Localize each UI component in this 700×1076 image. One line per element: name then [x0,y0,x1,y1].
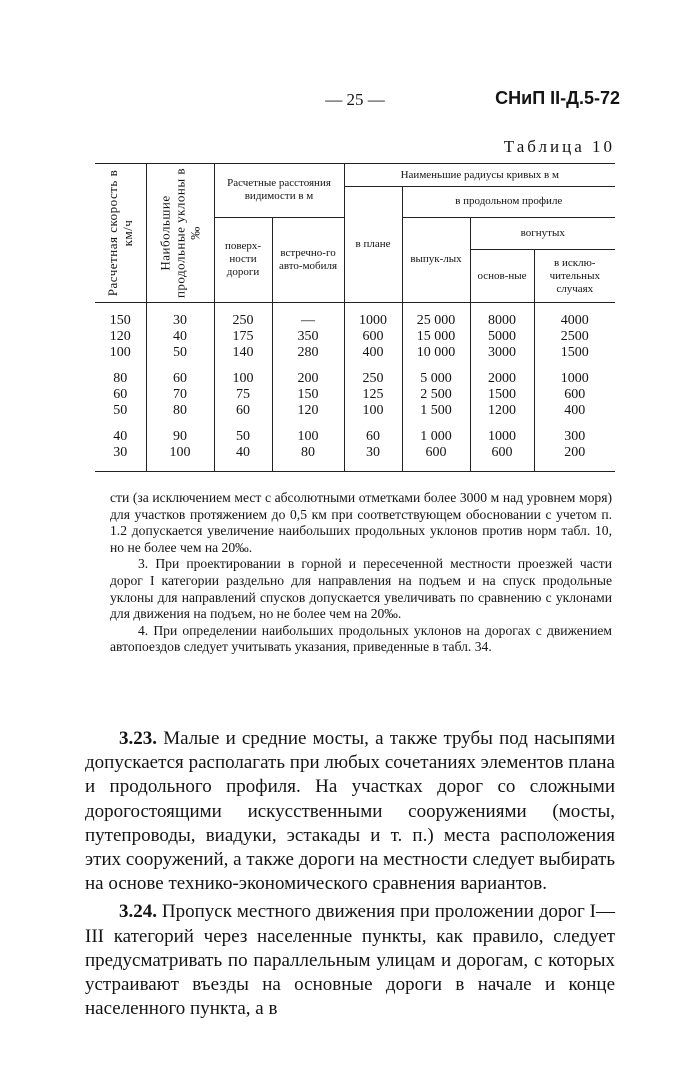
cell: 400 [344,345,402,371]
table-row [95,429,615,445]
table-row [95,445,615,472]
header-speed-label: Расчетная скорость в км/ч [105,169,136,297]
cell: 25 000 [402,303,470,330]
cell: 200 [272,371,344,387]
cell: 60 [95,387,146,403]
cell: 60 [214,403,272,429]
header-speed [95,164,146,303]
cell: 400 [534,403,615,429]
cell: 600 [344,329,402,345]
cell: 300 [534,429,615,445]
cell: 60 [344,429,402,445]
cell: 1 500 [402,403,470,429]
cell: 280 [272,345,344,371]
cell: 2 500 [402,387,470,403]
cell: 150 [95,303,146,330]
cell: 40 [146,329,214,345]
cell: 90 [146,429,214,445]
cell: 600 [534,387,615,403]
main-text [85,727,615,1021]
note-3: 3. При проектировании в горной и пересеченной местности проезжей части дорог I категории раздельно для направления на подъем и на спуск продольные уклоны для направлений спусков допускается увеличивать по сравнению с уклонами для движения на подъем, но не более чем на 20‰. [110,556,612,622]
header-longitudinal: в продольном профиле [402,187,615,218]
cell: 120 [272,403,344,429]
cell: 2000 [470,371,534,387]
cell: 30 [146,303,214,330]
cell: 100 [95,345,146,371]
header-concave: вогнутых [470,217,615,250]
cell: 8000 [470,303,534,330]
header-vis-surface: поверх-ности дороги [214,217,272,303]
table-row [95,403,615,429]
cell: 60 [146,371,214,387]
document-code: СНиП II-Д.5-72 [495,88,620,108]
cell: 100 [146,445,214,472]
header-visibility: Расчетные расстояния видимости в м [214,164,344,218]
note-continuation: сти (за исключением мест с абсолютными отметками более 3000 м над уровнем моря) для участков протяжением до 0,5 км при соответствующем обосновании с учетом п. 1.2 допускается увеличение наибольших продольных уклонов против норм табл. 10, но не более чем на 20‰. [110,490,612,555]
cell: 50 [95,403,146,429]
cell: 70 [146,387,214,403]
cell: 10 000 [402,345,470,371]
cell: — [272,303,344,330]
cell: 1500 [470,387,534,403]
cell: 15 000 [402,329,470,345]
page-number: — 25 — [325,90,385,109]
cell: 50 [214,429,272,445]
header-concave-main: основ-ные [470,250,534,303]
header-grade-label: Наибольшие продольные уклоны в ‰ [157,167,203,299]
table-row [95,329,615,345]
cell: 250 [344,371,402,387]
cell: 100 [272,429,344,445]
cell: 30 [95,445,146,472]
cell: 80 [95,371,146,387]
cell: 40 [95,429,146,445]
cell: 200 [534,445,615,472]
clause-3-23 [85,727,615,896]
cell: 1000 [470,429,534,445]
cell: 75 [214,387,272,403]
cell: 5000 [470,329,534,345]
header-radii: Наименьшие радиусы кривых в м [344,164,615,187]
header-convex: выпук-лых [402,217,470,303]
table-notes [110,490,612,656]
cell: 600 [402,445,470,472]
header-in-plan: в плане [344,187,402,303]
table-row [95,371,615,387]
cell: 2500 [534,329,615,345]
cell: 100 [214,371,272,387]
cell: 1000 [344,303,402,330]
table-row [95,303,615,330]
cell: 175 [214,329,272,345]
cell: 1200 [470,403,534,429]
cell: 40 [214,445,272,472]
design-standards-table [95,163,615,472]
cell: 1000 [534,371,615,387]
cell: 125 [344,387,402,403]
cell: 1 000 [402,429,470,445]
cell: 3000 [470,345,534,371]
cell: 250 [214,303,272,330]
cell: 50 [146,345,214,371]
cell: 30 [344,445,402,472]
table-row [95,387,615,403]
note-4: 4. При определении наибольших продольных уклонов на дорогах с движением автопоездов следует учитывать указания, приведенные в табл. 34. [110,622,612,655]
clause-number: 3.24. [119,901,157,923]
clause-3-24 [85,900,615,1021]
cell: 4000 [534,303,615,330]
cell: 80 [146,403,214,429]
header-vis-oncoming: встречно-го авто-мобиля [272,217,344,303]
header-grade [146,164,214,303]
cell: 150 [272,387,344,403]
cell: 1500 [534,345,615,371]
header-concave-exceptional: в исклю-чительных случаях [534,250,615,303]
cell: 80 [272,445,344,472]
table-title: Таблица 10 [503,137,615,156]
clause-text: Пропуск местного движения при проложении дорог I—III категорий через населенные пункты, как правило, следует предусматривать по параллельным улицам и дорогам, с которых устраивают въезды на основные дороги в начале и конце населенного пункта, а в [85,901,615,1020]
clause-text: Малые и средние мосты, а также трубы под насыпями допускается располагать при любых сочетаниях элементов плана и продольного профиля. На участках дорог со сложными дорогостоящими искусственными сооружениями (мосты, путепроводы, виадуки, эстакады и т. п.) места расположения этих сооружений, а также дороги на местности следует выбирать на основе технико-экономического сравнения вариантов. [85,728,615,895]
cell: 5 000 [402,371,470,387]
cell: 120 [95,329,146,345]
table-row [95,345,615,371]
cell: 350 [272,329,344,345]
cell: 600 [470,445,534,472]
clause-number: 3.23. [119,728,157,749]
cell: 140 [214,345,272,371]
cell: 100 [344,403,402,429]
